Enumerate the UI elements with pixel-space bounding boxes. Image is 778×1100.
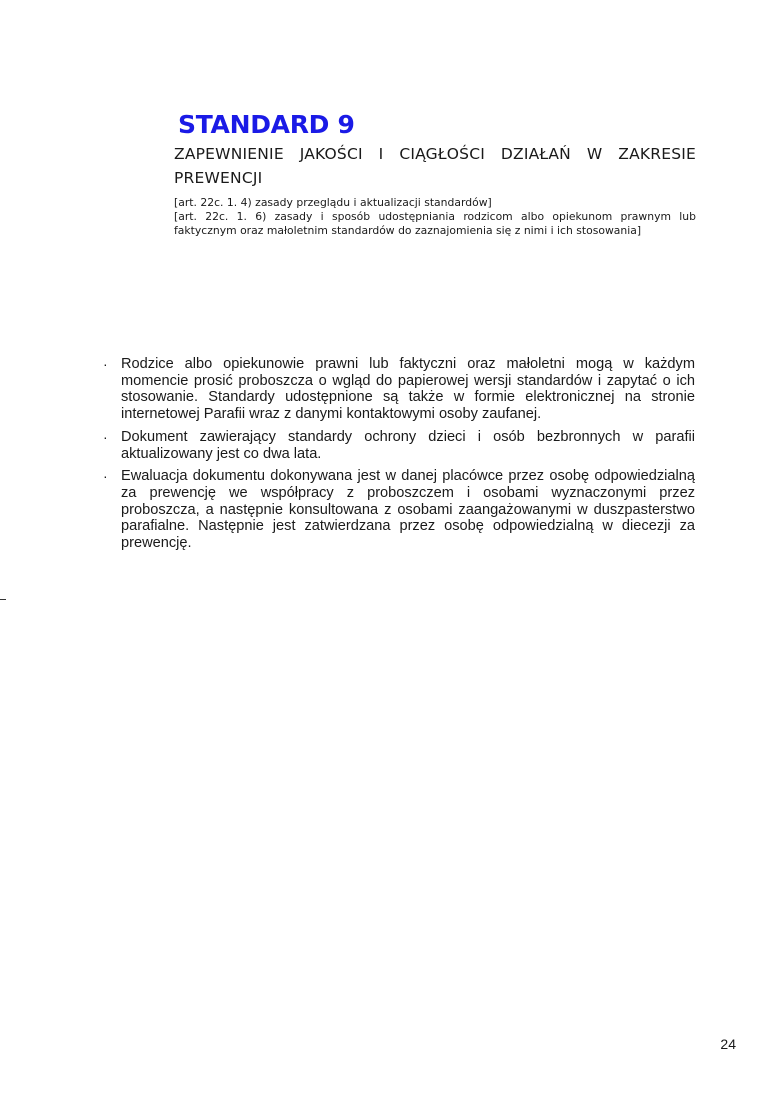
list-item xyxy=(103,468,695,552)
bullet-icon: · xyxy=(103,468,108,485)
bullet-list xyxy=(103,356,695,558)
standard-subtitle: ZAPEWNIENIE JAKOŚCI I CIĄGŁOŚCI DZIAŁAŃ W ZAKRESIE PREWENCJI xyxy=(174,145,696,187)
margin-mark xyxy=(0,599,6,600)
list-item-text: Rodzice albo opiekunowie prawni lub faktyczni oraz małoletni mogą w każdym momencie prosić proboszcza o wgląd do papierowej wersji standardów i zapytać o ich stosowanie. Standardy udostępnione są także w formie elektronicznej na stronie internetowej Parafii wraz z danymi kontaktowymi osoby zaufanej. xyxy=(121,356,695,423)
article-references xyxy=(174,196,696,238)
article-reference: [art. 22c. 1. 4) zasady przeglądu i aktualizacji standardów] xyxy=(174,196,492,209)
standard-heading xyxy=(174,108,696,238)
list-item xyxy=(103,429,695,462)
bullet-icon: · xyxy=(103,356,108,372)
list-item-text: Dokument zawierający standardy ochrony dzieci i osób bezbronnych w parafii aktualizowany jest co dwa lata. xyxy=(121,428,695,462)
list-item-text: Ewaluacja dokumentu dokonywana jest w danej placówce przez osobę odpowiedzialną za prewencję we współpracy z proboszczem i osobami wyznaczonymi przez proboszcza, a następnie konsultowana z osobami zaangażowanymi w duszpasterstwo parafialne. Następnie jest zatwierdzana przez osobę odpowiedzialną w diecezji za prewencję. xyxy=(121,468,695,552)
standard-title: STANDARD 9 xyxy=(178,110,355,139)
article-reference: [art. 22c. 1. 6) zasady i sposób udostępniania rodzicom albo opiekunom prawnym lub faktycznym oraz małoletnim standardów do zaznajomienia się z nimi i ich stosowania] xyxy=(174,210,696,237)
list-item xyxy=(103,356,695,423)
bullet-icon: · xyxy=(103,428,108,445)
page-number: 24 xyxy=(720,1036,736,1052)
